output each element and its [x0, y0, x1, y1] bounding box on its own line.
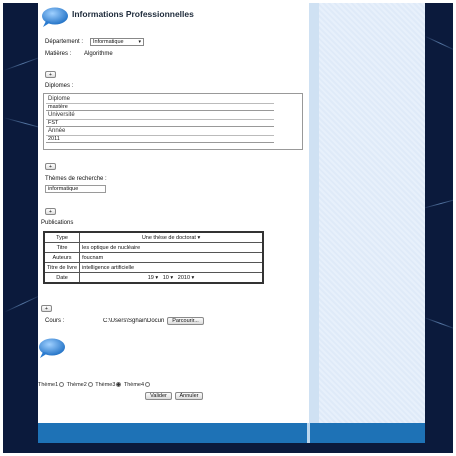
table-row	[44, 253, 263, 263]
publications-label: Publications	[41, 220, 74, 226]
chevron-down-icon: ▾	[138, 39, 141, 45]
titre-livre-header: Titre de livre	[44, 263, 80, 273]
theme1-radio[interactable]	[59, 382, 64, 387]
type-select[interactable]: Une thèse de doctorat ▾	[80, 232, 263, 243]
departement-label: Département :	[45, 39, 84, 45]
month-select[interactable]: 10 ▾	[162, 274, 174, 281]
table-row	[44, 263, 263, 273]
cancel-button[interactable]: Annuler	[175, 392, 203, 400]
matieres-label: Matières :	[45, 51, 72, 57]
chevron-down-icon: ▾	[197, 234, 201, 241]
theme2-radio[interactable]	[88, 382, 93, 387]
add-diplome-button[interactable]: +	[45, 71, 56, 78]
annee-label: Année	[48, 128, 66, 134]
annee-field[interactable]: 2011	[46, 135, 274, 143]
theme4-label: Thème4	[123, 382, 145, 388]
footer-bar	[38, 423, 425, 443]
auteurs-header: Auteurs	[44, 253, 80, 263]
auteurs-field[interactable]: foucnam	[80, 253, 263, 263]
date-selects	[80, 273, 263, 284]
add-theme-button[interactable]: +	[45, 163, 56, 170]
universite-field[interactable]: FST	[46, 119, 274, 127]
side-panel-border	[309, 3, 319, 423]
diplomes-group	[43, 93, 303, 150]
table-row	[44, 273, 263, 284]
universite-label: Université	[48, 112, 75, 118]
day-select[interactable]: 19 ▾	[147, 274, 159, 281]
year-select[interactable]: 2010 ▾	[177, 274, 195, 281]
diplomes-label: Diplomes :	[45, 83, 74, 89]
titre-header: Titre	[44, 243, 80, 253]
table-row	[44, 232, 263, 243]
departement-select[interactable]: Informatique ▾	[90, 38, 144, 46]
table-row	[44, 243, 263, 253]
recherche-label: Thèmes de recherche :	[45, 176, 107, 182]
recherche-field[interactable]: informatique	[45, 185, 106, 193]
publications-table	[43, 231, 264, 284]
cours-file-path: C:\Users\Sghair\Docun	[103, 318, 165, 324]
date-header: Date	[44, 273, 80, 284]
themes-radio-group	[38, 382, 151, 388]
theme3-label: Thème3	[95, 382, 116, 388]
validate-button[interactable]: Valider	[145, 392, 172, 400]
speech-bubble-icon	[37, 337, 67, 359]
type-header: Type	[44, 232, 80, 243]
diplome-label: Diplome	[48, 96, 71, 102]
page-title: Informations Professionnelles	[72, 9, 194, 19]
browse-button[interactable]: Parcourir...	[167, 317, 204, 325]
titre-livre-field[interactable]: intelligence artificielle	[80, 263, 263, 273]
theme1-label: Thème1	[38, 382, 59, 388]
theme4-radio[interactable]	[145, 382, 150, 387]
cours-label: Cours :	[45, 318, 65, 324]
theme2-label: Thème2	[66, 382, 87, 388]
side-panel	[309, 3, 425, 423]
matieres-value: Algorithme	[84, 51, 113, 57]
main-panel	[38, 3, 309, 423]
titre-field[interactable]: les optique de nucléaire	[80, 243, 263, 253]
add-cours-button[interactable]: +	[41, 305, 52, 312]
add-publication-button[interactable]: +	[45, 208, 56, 215]
speech-bubble-icon	[40, 6, 70, 28]
diplome-field[interactable]: mastère	[46, 103, 274, 111]
theme3-radio[interactable]	[116, 382, 121, 387]
